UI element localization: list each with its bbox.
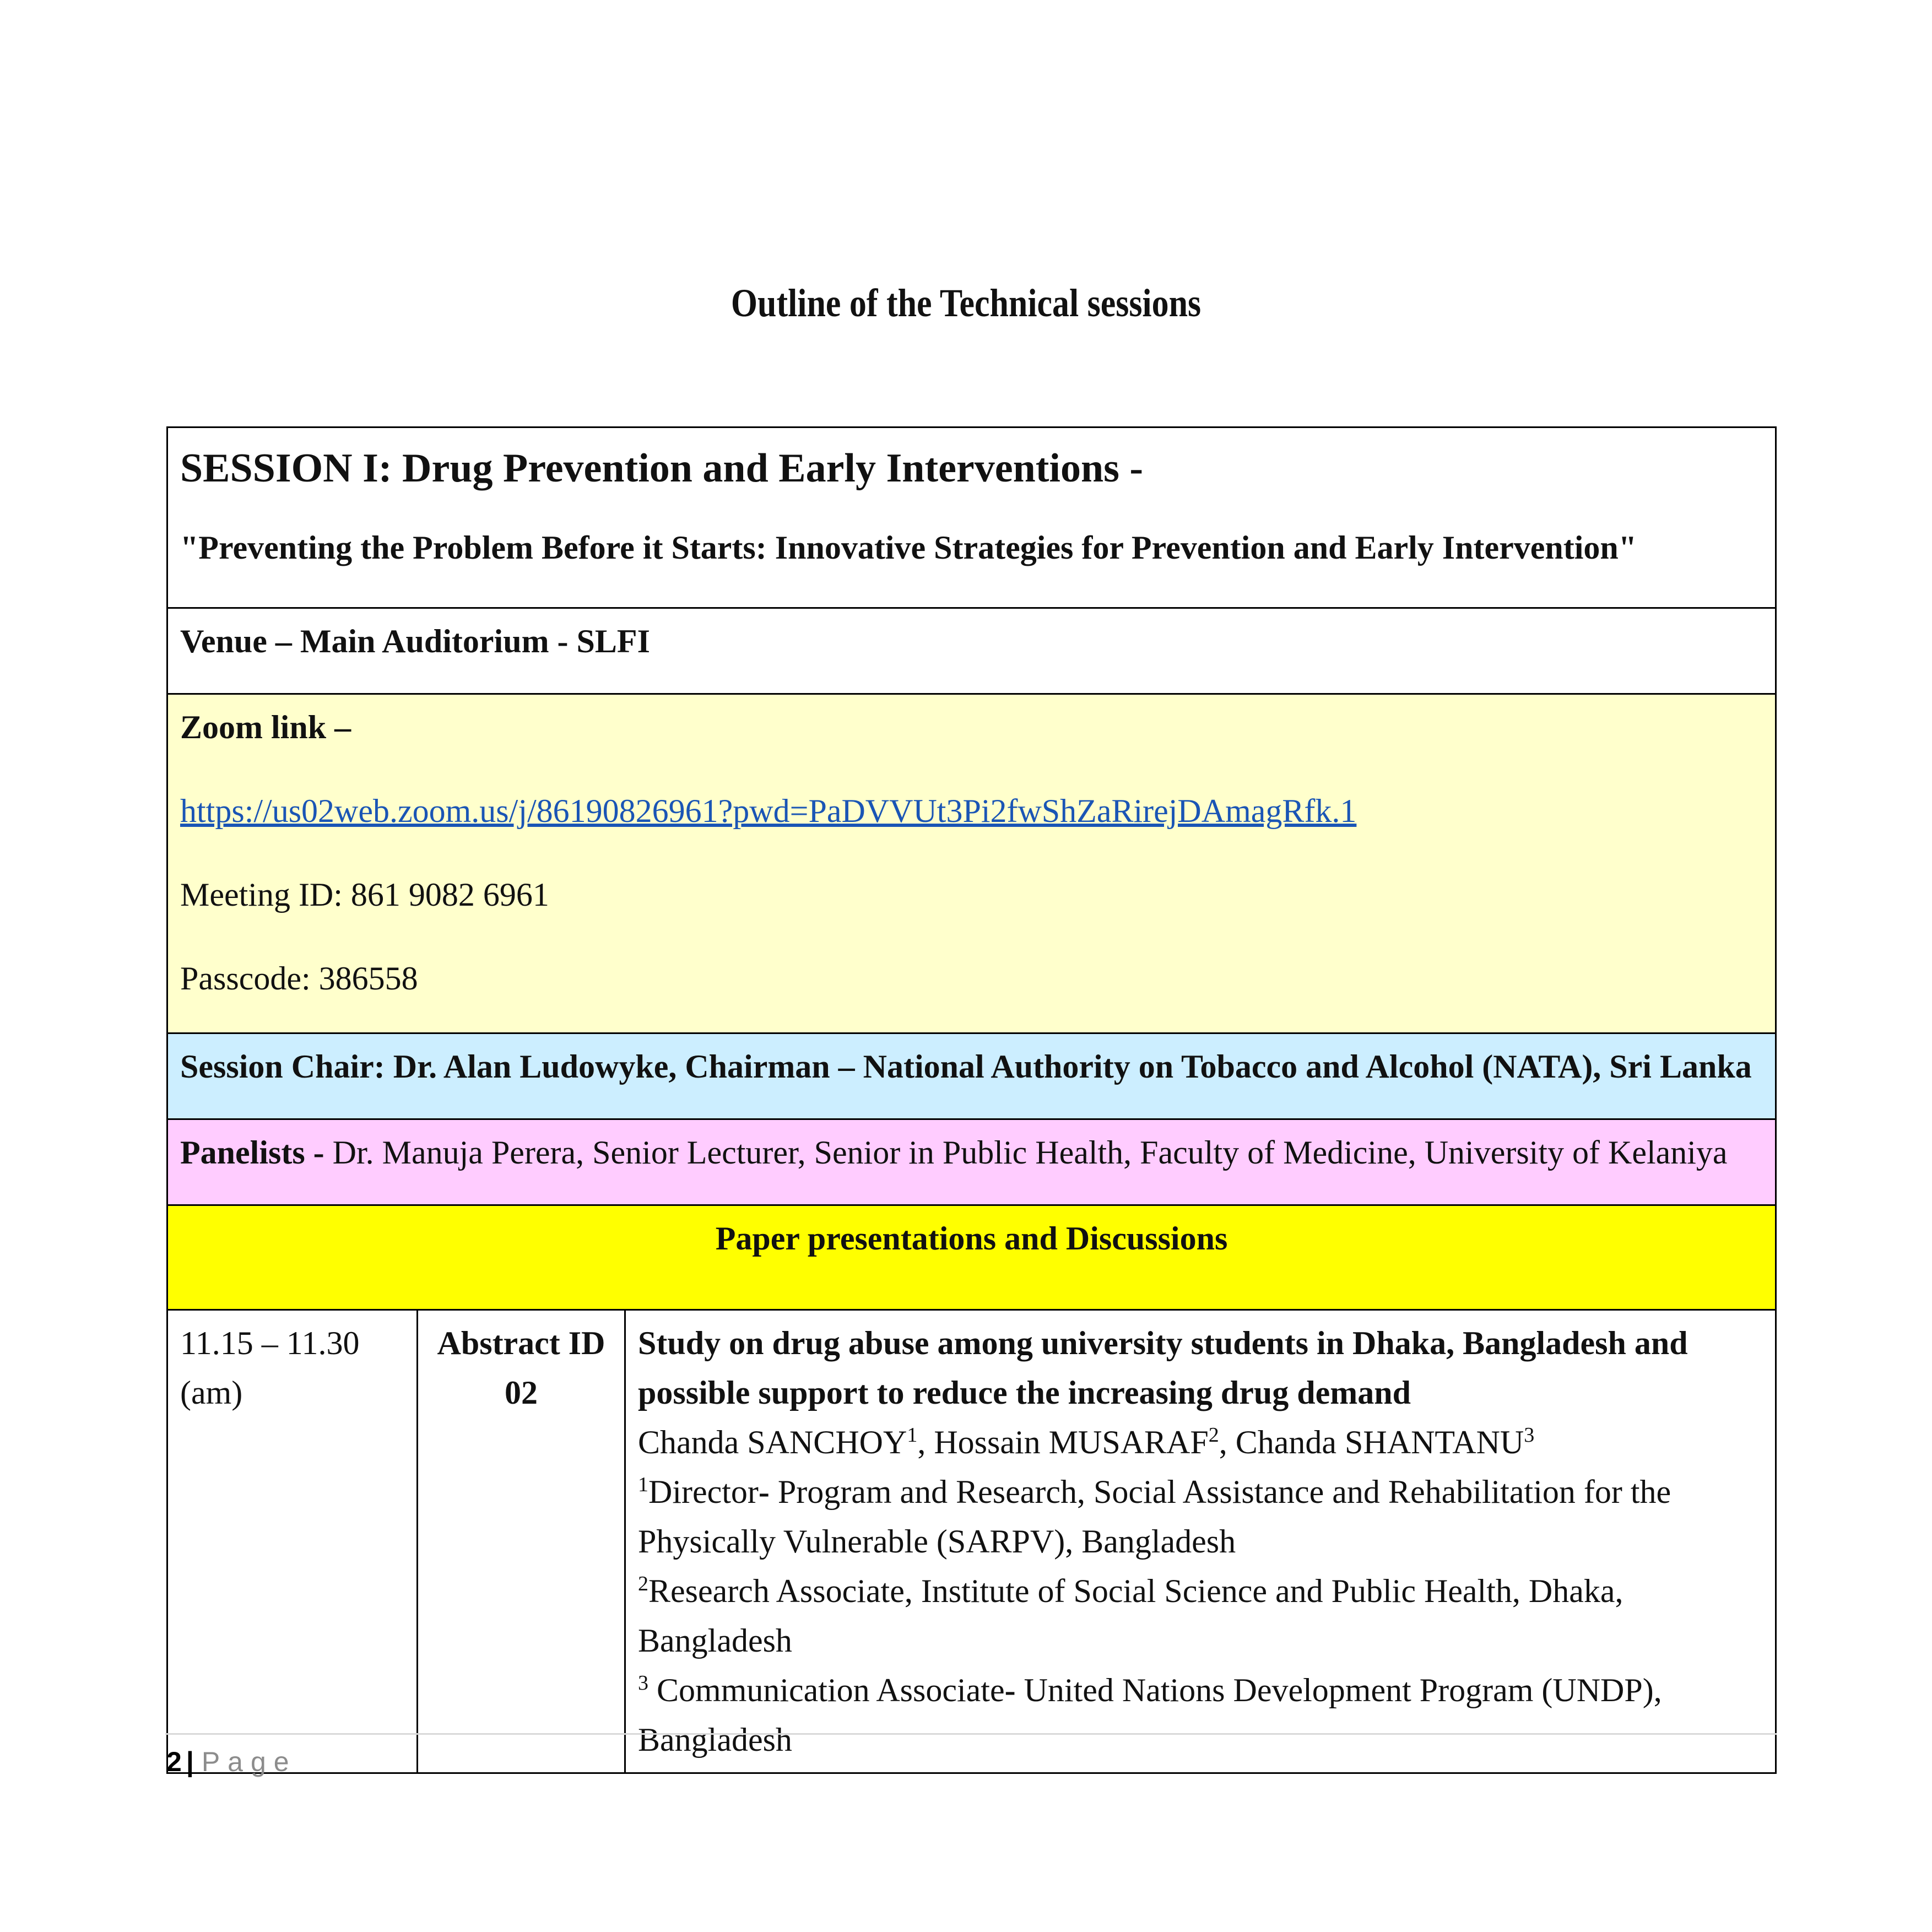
author-list bbox=[638, 1417, 1763, 1467]
paper-header: Paper presentations and Discussions bbox=[715, 1220, 1228, 1257]
affiliation-sup: 3 bbox=[638, 1671, 648, 1695]
abstract-title: Study on drug abuse among university students in Dhaka, Bangladesh and possible support to reduce the increasing drug demand bbox=[638, 1325, 1688, 1411]
paper-header-row bbox=[167, 1205, 1776, 1310]
affiliation-sup: 2 bbox=[638, 1572, 648, 1595]
author-sep: , bbox=[1219, 1424, 1236, 1460]
affiliation-lead: Communication Associate bbox=[648, 1672, 1005, 1708]
time-text: 11.15 – 11.30 (am) bbox=[180, 1325, 360, 1411]
affiliation-lead: Director bbox=[648, 1474, 759, 1510]
session-table bbox=[166, 426, 1777, 1774]
affiliation-dash: - bbox=[1004, 1672, 1016, 1708]
zoom-cell bbox=[167, 694, 1776, 1033]
author-name: Hossain MUSARAF bbox=[934, 1424, 1209, 1460]
footer-separator: | bbox=[186, 1746, 194, 1777]
panelists-text: Dr. Manuja Perera, Senior Lecturer, Senior in Public Health, Faculty of Medicine, University of Kelaniya bbox=[324, 1134, 1728, 1171]
session-chair: Session Chair: Dr. Alan Ludowyke, Chairman – National Authority on Tobacco and Alcohol (NATA), Sri Lanka bbox=[180, 1048, 1752, 1085]
page-word: Page bbox=[201, 1746, 297, 1777]
meeting-id: Meeting ID: 861 9082 6961 bbox=[180, 876, 549, 913]
presentation-abstract-id bbox=[418, 1310, 625, 1773]
footer-divider bbox=[165, 1733, 1777, 1735]
session-subtitle: "Preventing the Problem Before it Starts: Innovative Strategies for Prevention and Early Intervention" bbox=[180, 529, 1637, 566]
zoom-label: Zoom link – bbox=[180, 709, 351, 745]
panelists-label: Panelists - bbox=[180, 1134, 324, 1171]
affiliation-1 bbox=[638, 1467, 1763, 1566]
chair-cell bbox=[167, 1033, 1776, 1119]
panelists-cell bbox=[167, 1119, 1776, 1205]
zoom-row bbox=[167, 694, 1776, 1033]
affiliation-3 bbox=[638, 1665, 1763, 1765]
paper-header-cell bbox=[167, 1205, 1776, 1310]
affiliation-2 bbox=[638, 1566, 1763, 1665]
author-name: Chanda SANCHOY bbox=[638, 1424, 907, 1460]
venue-text: Venue – Main Auditorium - SLFI bbox=[180, 623, 650, 659]
author-name: Chanda SHANTANU bbox=[1235, 1424, 1524, 1460]
zoom-link[interactable]: https://us02web.zoom.us/j/86190826961?pwd=PaDVVUt3Pi2fwShZaRirejDAmagRfk.1 bbox=[180, 793, 1357, 829]
affiliation-lead: Research Associate, Institute of Social Science and Public Health, Dhaka, Bangladesh bbox=[638, 1573, 1623, 1659]
author-sup: 3 bbox=[1524, 1424, 1535, 1447]
author-sep: , bbox=[917, 1424, 934, 1460]
session-heading: SESSION I: Drug Prevention and Early Interventions - bbox=[180, 446, 1144, 491]
passcode: Passcode: 386558 bbox=[180, 960, 418, 997]
author-sup: 1 bbox=[907, 1424, 918, 1447]
presentation-details bbox=[625, 1310, 1776, 1773]
page-title: Outline of the Technical sessions bbox=[730, 281, 1202, 325]
session-title-row bbox=[167, 427, 1776, 608]
affiliation-rest: Program and Research, Social Assistance and Rehabilitation for the Physically Vulnerable (SARPV), Bangladesh bbox=[638, 1474, 1671, 1560]
page-number: 2 bbox=[166, 1746, 182, 1777]
affiliation-dash: - bbox=[758, 1474, 770, 1510]
session-title-cell bbox=[167, 427, 1776, 608]
panelists-row bbox=[167, 1119, 1776, 1205]
affiliation-rest: United Nations Development Program (UNDP), Bangladesh bbox=[638, 1672, 1662, 1758]
table-row bbox=[167, 1310, 1776, 1773]
presentation-time bbox=[167, 1310, 418, 1773]
chair-row bbox=[167, 1033, 1776, 1119]
venue-cell bbox=[167, 608, 1776, 694]
affiliation-sup: 1 bbox=[638, 1473, 648, 1496]
author-sup: 2 bbox=[1208, 1424, 1219, 1447]
abstract-id-text: Abstract ID 02 bbox=[437, 1325, 605, 1411]
page-footer bbox=[166, 1741, 297, 1783]
venue-row bbox=[167, 608, 1776, 694]
